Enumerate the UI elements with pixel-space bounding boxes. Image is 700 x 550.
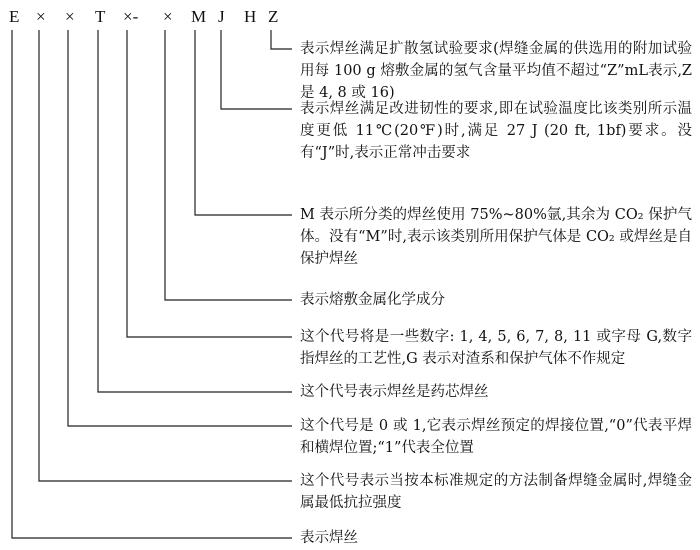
leader-line	[195, 30, 292, 215]
code-letter: M	[191, 7, 207, 26]
code-letter: J	[218, 7, 225, 26]
code-description: 这个代号表示当按本标准规定的方法制备焊缝金属时,焊缝金属最低抗拉强度	[300, 473, 692, 511]
code-description: 表示焊丝满足扩散氢试验要求(焊缝金属的供选用的附加试验用每 100 g 熔敷金属的氢气含量平均值不超过“Z”mL表示,Z是 4, 8 或 16)	[300, 41, 692, 101]
leader-line	[12, 30, 292, 538]
code-letter: T	[95, 7, 106, 26]
code-description: 表示熔敷金属化学成分	[300, 292, 445, 308]
code-letter: ×-	[123, 7, 139, 26]
code-description: 这个代号将是一些数字: 1, 4, 5, 6, 7, 8, 11 或字母 G,数字指焊丝的工艺性,G 表示对渣系和保护气体不作规定	[300, 329, 692, 367]
code-letter: ×	[65, 7, 75, 26]
code-description: 表示焊丝满足改进韧性的要求,即在试验温度比该类别所示温度更低 11℃(20℉)时,满足 27 J (20 ft, 1bf)要求。没有“J”时,表示正常冲击要求	[300, 101, 692, 161]
code-letter: ×	[36, 7, 46, 26]
leader-line	[271, 30, 292, 49]
code-letter: Z	[268, 7, 279, 26]
code-description: M 表示所分类的焊丝使用 75%~80%氩,其余为 CO₂ 保护气体。没有“M”时,表示该类别所用保护气体是 CO₂ 或焊丝是自保护焊丝	[300, 207, 692, 267]
code-letter: H	[244, 7, 257, 26]
code-description: 这个代号表示焊丝是药芯焊丝	[300, 384, 489, 400]
leader-line	[127, 30, 292, 337]
code-letter: E	[9, 7, 20, 26]
leader-line	[165, 30, 292, 300]
code-description: 这个代号是 0 或 1,它表示焊丝预定的焊接位置,“0”代表平焊和横焊位置;“1”代表全位置	[300, 418, 692, 456]
leader-line	[221, 30, 292, 109]
leader-line	[68, 30, 292, 426]
code-description: 表示焊丝	[300, 530, 358, 546]
code-letter: ×	[163, 7, 173, 26]
